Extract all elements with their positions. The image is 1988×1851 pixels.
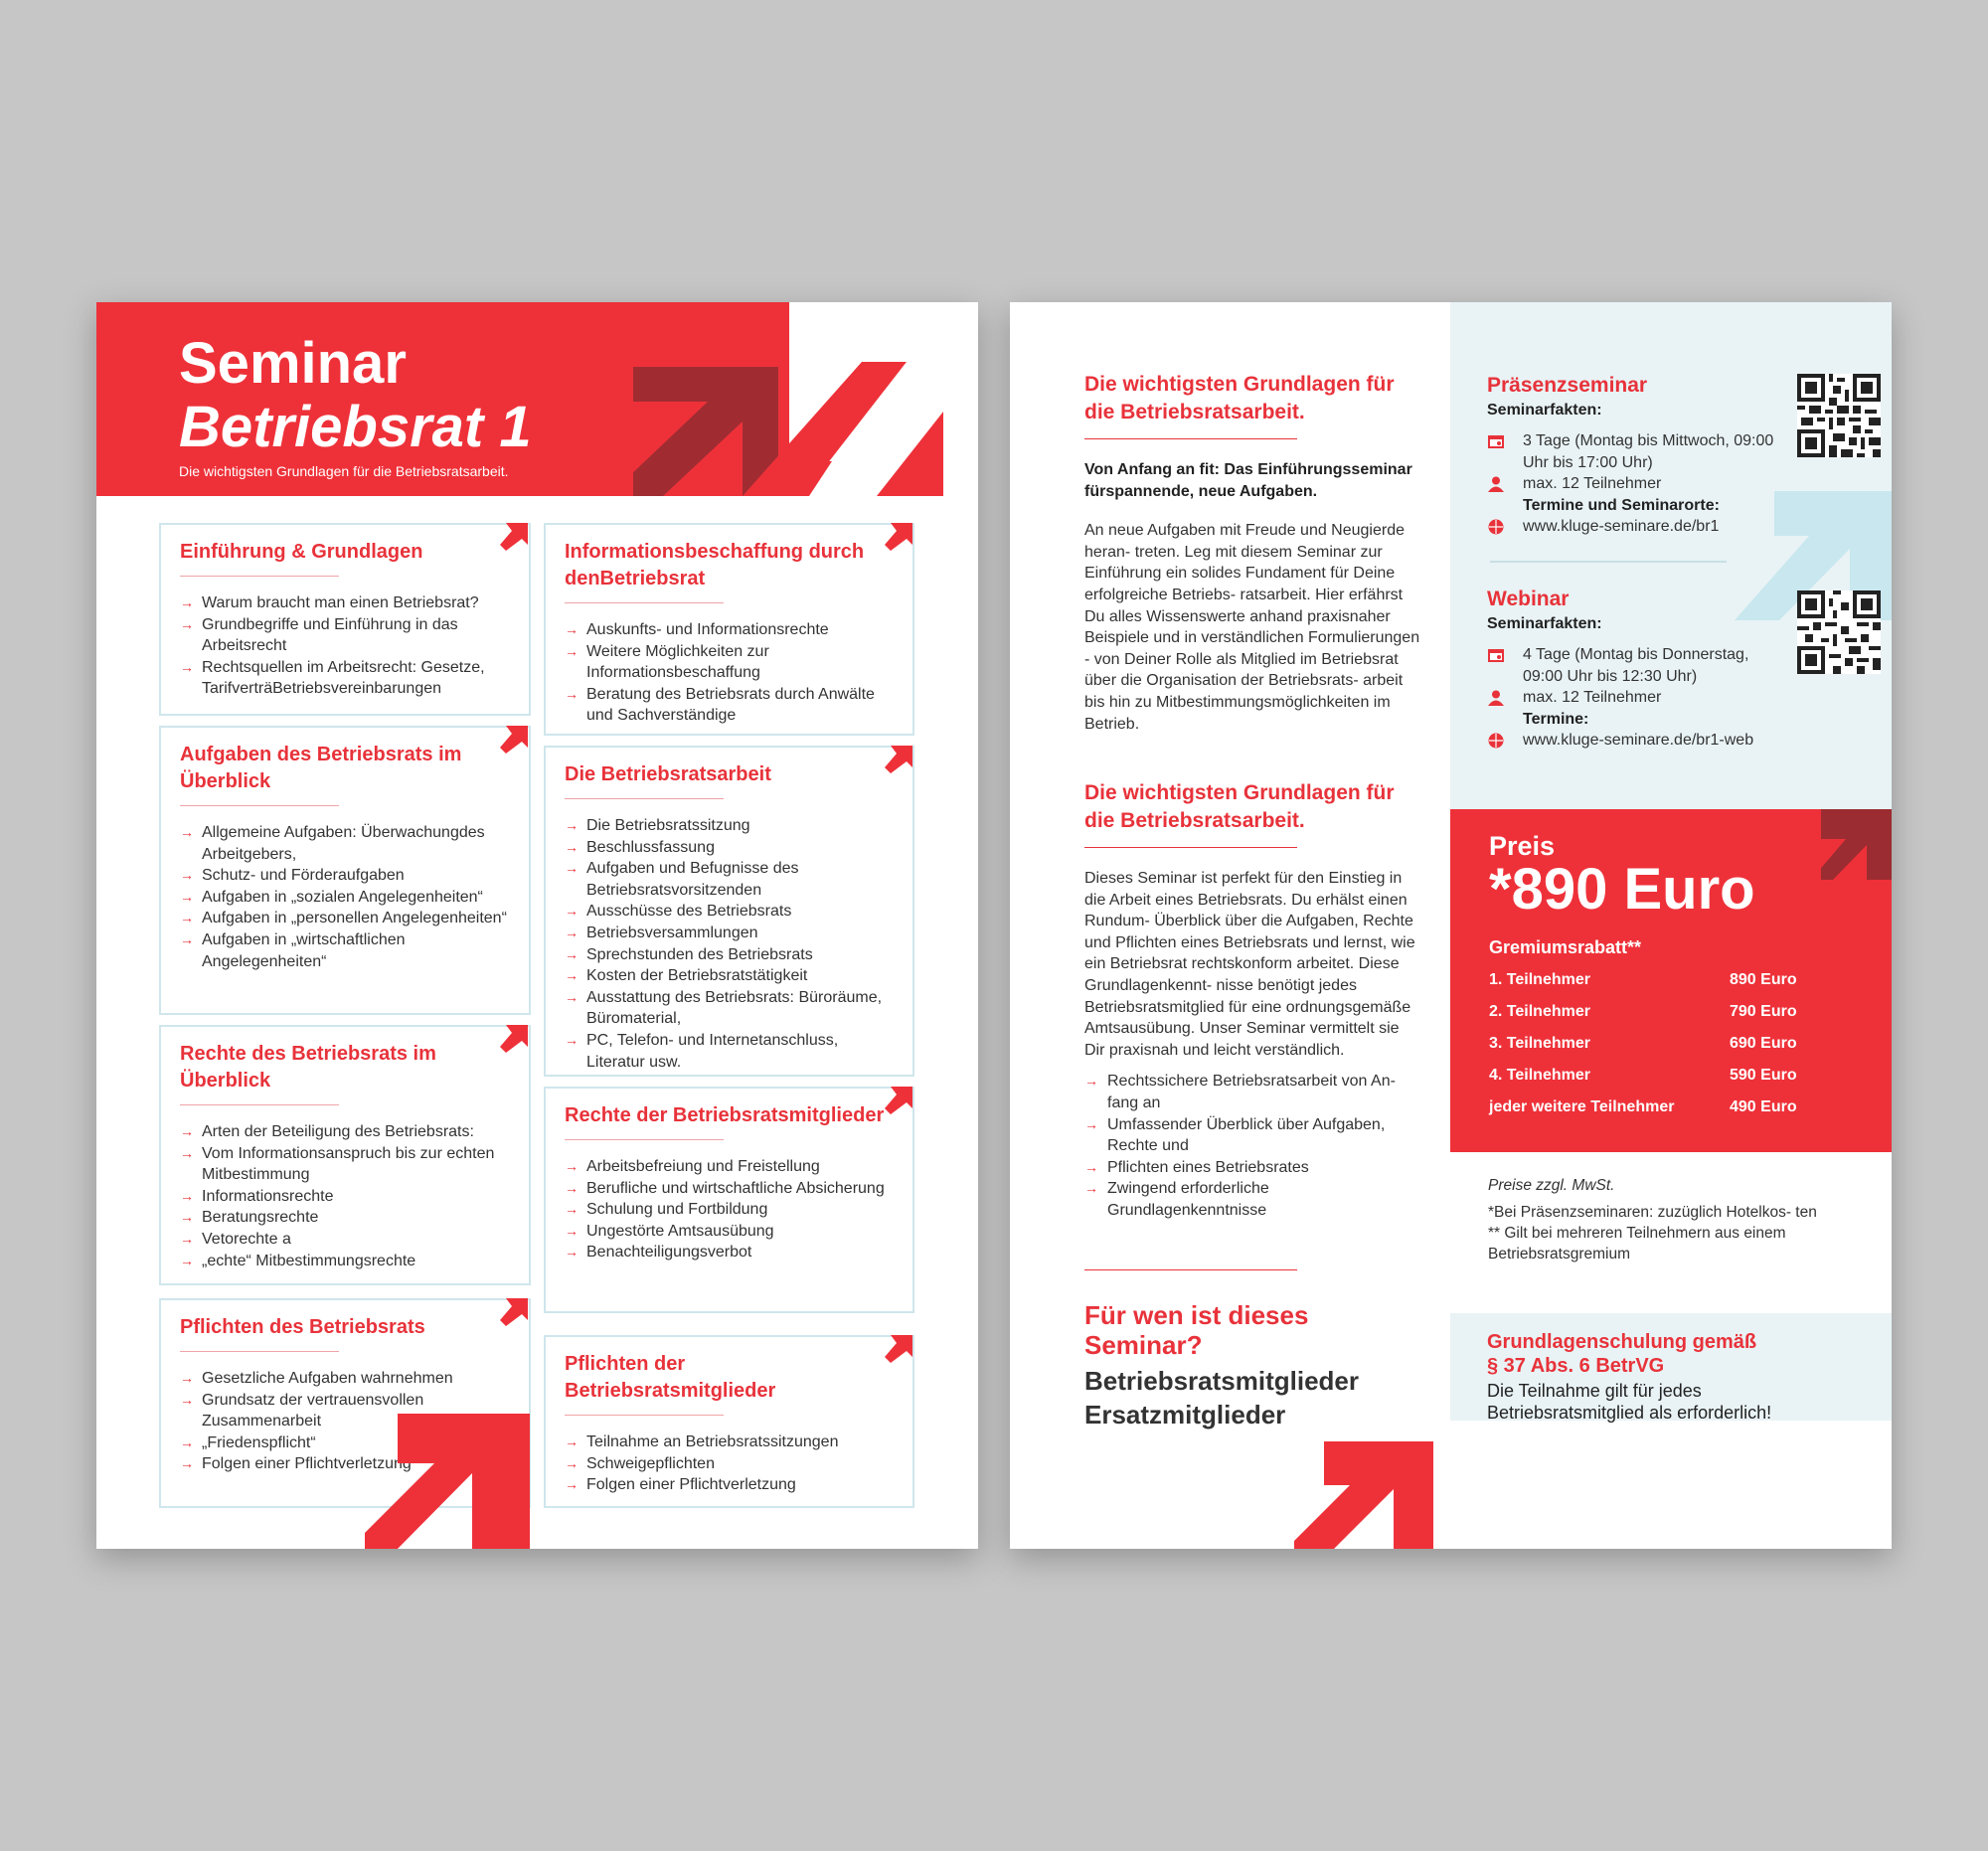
title-divider: [180, 1104, 339, 1105]
topic-box-pflichten-mitglieder: [544, 1335, 914, 1508]
list-item: → Teilnahme an Betriebsratssitzungen: [565, 1431, 895, 1453]
list-item: → Folgen einer Pflichtverletzung: [565, 1474, 895, 1496]
hero-arrow-graphic: [633, 302, 978, 496]
title-line-1: Seminar: [179, 331, 407, 396]
title-divider: [180, 576, 339, 577]
list-item: → Vom Informationsanspruch bis zur echten Mitbestimmung: [180, 1143, 511, 1186]
globe-icon: [1487, 519, 1505, 535]
corner-arrow-icon: [500, 1298, 528, 1326]
corner-arrow-icon: [500, 523, 528, 551]
corner-arrow-icon: [885, 523, 912, 551]
facts-label: Seminarfakten:: [1487, 615, 1602, 632]
list-item: → Pflichten eines Betriebsrates: [1084, 1157, 1422, 1179]
globe-icon: [1487, 733, 1505, 749]
list-item: → Informationsrechte: [180, 1186, 511, 1208]
bottom-arrow-graphic: [365, 1414, 534, 1549]
price-panel: [1450, 809, 1892, 1152]
list-item: → Berufliche und wirtschaftliche Absicherung: [565, 1178, 895, 1200]
person-icon: [1487, 476, 1505, 492]
list-item: → Folgen einer Pflichtverletzung: [180, 1453, 511, 1475]
seminar-subtitle: Die wichtigsten Grundlagen für die Betriebsratsarbeit.: [179, 463, 509, 479]
qr-code-icon: [1797, 590, 1881, 674]
topic-box-rechte: [159, 1025, 531, 1285]
url-row: [1487, 730, 1785, 752]
section-divider: [1084, 847, 1297, 848]
legal-body: Die Teilnahme gilt für jedes Betriebsratsmitglied als erforderlich!: [1487, 1381, 1772, 1423]
list-item: → „Friedenspflicht“: [180, 1432, 511, 1454]
topic-list: [180, 1121, 511, 1271]
facts-title: Webinar: [1487, 588, 1570, 610]
price-row-price: 590 Euro: [1730, 1067, 1797, 1084]
price-row: [1489, 971, 1797, 989]
participants-text: max. 12 Teilnehmer: [1523, 689, 1662, 707]
list-item: → Schutz- und Förderaufgaben: [180, 865, 511, 887]
list-item: → Ungestörte Amtsausübung: [565, 1221, 895, 1243]
list-item: → Ausstattung des Betriebsrats: Büroräume, Büromaterial,: [565, 987, 895, 1030]
topic-box-aufgaben: [159, 726, 531, 1015]
topic-box-rechte-mitglieder: [544, 1087, 914, 1313]
list-item: → Aufgaben und Befugnisse des Betriebsratsvorsitzenden: [565, 858, 895, 901]
flyer-page-front: [96, 302, 978, 1549]
praesenz-facts: [1487, 372, 1775, 538]
url-text[interactable]: www.kluge-seminare.de/br1: [1523, 518, 1720, 536]
topic-title: Pflichten des Betriebsrats: [180, 1316, 425, 1338]
dates-label: Termine:: [1523, 710, 1589, 728]
topic-list: [180, 822, 511, 972]
footnote: ** Gilt bei mehreren Teilnehmern aus einem Betriebsratsgremium: [1488, 1225, 1786, 1262]
topic-box-information: [544, 523, 914, 736]
list-item: → Auskunfts- und Informationsrechte: [565, 619, 895, 641]
legal-content: [1487, 1330, 1875, 1424]
section-title: Die wichtigsten Grundlagen für die Betriebsratsarbeit.: [1084, 781, 1395, 832]
footnote: *Bei Präsenzseminaren: zuzüglich Hotelkos- ten: [1488, 1204, 1817, 1221]
list-item: → Kosten der Betriebsratstätigkeit: [565, 965, 895, 987]
list-item: → Schulung und Fortbildung: [565, 1199, 895, 1221]
audience-line: Ersatzmitglieder: [1084, 1400, 1286, 1430]
topic-box-einfuehrung: [159, 523, 531, 716]
topic-title: Einführung & Grundlagen: [180, 541, 423, 563]
list-item: → Arbeitsbefreiung und Freistellung: [565, 1156, 895, 1178]
title-line-2: Betriebsrat 1: [179, 395, 532, 459]
calendar-icon: [1487, 433, 1505, 449]
list-item: → Grundsatz der vertrauensvollen Zusammenarbeit: [180, 1390, 511, 1432]
price-row-who: jeder weitere Teilnehmer: [1489, 1098, 1675, 1115]
participants-text: max. 12 Teilnehmer: [1523, 475, 1662, 493]
list-item: → Grundbegriffe und Einführung in das Arbeitsrecht: [180, 614, 511, 657]
list-item: → Rechtsquellen im Arbeitsrecht: Gesetze, TarifverträBetriebsvereinbarungen: [180, 657, 511, 700]
topic-title: Aufgaben des Betriebsrats im Überblick: [180, 744, 462, 792]
title-divider: [180, 1351, 339, 1352]
duration-row: [1487, 430, 1775, 473]
corner-arrow-icon: [885, 1335, 912, 1363]
audience-title: Für wen ist dieses Seminar?: [1084, 1300, 1309, 1360]
price-row-who: 1. Teilnehmer: [1489, 971, 1590, 988]
topic-list: [565, 619, 895, 727]
title-divider: [565, 602, 724, 603]
price-row-price: 690 Euro: [1730, 1035, 1797, 1052]
price-row: [1489, 1035, 1797, 1053]
list-item: → Umfassender Überblick über Aufgaben, Rechte und: [1084, 1114, 1422, 1157]
price-row-who: 4. Teilnehmer: [1489, 1067, 1590, 1084]
list-item: → Vetorechte a: [180, 1229, 511, 1251]
panel-divider: [1490, 561, 1727, 563]
price-notes: [1488, 1175, 1846, 1264]
topic-title: Pflichten der Betriebsratsmitglieder: [565, 1353, 776, 1402]
price-row-price: 790 Euro: [1730, 1003, 1797, 1020]
price-row: [1489, 1098, 1797, 1116]
section-body: An neue Aufgaben mit Freude und Neugierde heran- treten. Leg mit diesem Seminar zur Einführung ein solides Fundament für Deine erfolgreiche Betriebs- ratsarbeit. Hier erfährst Du alles Wissenswerte anhand praxisnaher Beispiele und in verständlichen Formulierungen - von Deiner Rolle als Mitglied im Betriebsrat über die Organisation der Betriebsrats- arbeit bis hin zu Mitbestimmungsmöglichkeiten im Betrieb.: [1084, 522, 1420, 733]
facts-title: Präsenzseminar: [1487, 374, 1648, 397]
list-item: → Allgemeine Aufgaben: Überwachungdes Arbeitgebers,: [180, 822, 511, 865]
topic-title: Die Betriebsratsarbeit: [565, 763, 771, 785]
list-item: → Weitere Möglichkeiten zur Informationsbeschaffung: [565, 641, 895, 684]
bottom-arrow-graphic: [1294, 1441, 1433, 1549]
list-item: → Warum braucht man einen Betriebsrat?: [180, 592, 511, 614]
section-divider: [1084, 1269, 1297, 1270]
participants-row: [1487, 473, 1775, 495]
benefit-list: [1084, 1071, 1422, 1221]
list-item: → Sprechstunden des Betriebsrats: [565, 944, 895, 966]
list-item: → Die Betriebsratssitzung: [565, 815, 895, 837]
section-title: Die wichtigsten Grundlagen für die Betriebsratsarbeit.: [1084, 373, 1395, 423]
discount-label: Gremiumsrabatt**: [1489, 937, 1642, 957]
price-amount: *890 Euro: [1489, 857, 1755, 922]
topic-title: Rechte des Betriebsrats im Überblick: [180, 1043, 436, 1092]
price-row-who: 2. Teilnehmer: [1489, 1003, 1590, 1020]
list-item: → Zwingend erforderliche Grundlagenkenntnisse: [1084, 1178, 1422, 1221]
intro-section: [1084, 371, 1422, 735]
list-item: → Beschlussfassung: [565, 837, 895, 859]
list-item: → Aufgaben in „personellen Angelegenheiten“: [180, 908, 511, 929]
title-divider: [565, 798, 724, 799]
basics-section: [1084, 779, 1422, 1222]
participants-row: [1487, 687, 1785, 709]
list-item: → PC, Telefon- und Internetanschluss, Literatur usw.: [565, 1030, 895, 1073]
webinar-facts: [1487, 586, 1785, 752]
price-row: [1489, 1003, 1797, 1021]
price-row-price: 890 Euro: [1730, 971, 1797, 988]
corner-arrow-icon: [500, 726, 528, 754]
topic-list: [565, 1431, 895, 1496]
price-arrow-graphic: [1821, 809, 1892, 880]
price-row-who: 3. Teilnehmer: [1489, 1035, 1590, 1052]
flyer-page-back: [1010, 302, 1892, 1549]
legal-box: [1450, 1313, 1892, 1421]
audience-section: [1084, 1300, 1412, 1431]
qr-code-icon: [1797, 374, 1881, 457]
topic-box-betriebsratsarbeit: [544, 746, 914, 1077]
audience-line: Betriebsratsmitglieder: [1084, 1366, 1359, 1396]
corner-arrow-icon: [885, 746, 912, 773]
duration-row: [1487, 644, 1785, 687]
person-icon: [1487, 690, 1505, 706]
list-item: → Aufgaben in „wirtschaftlichen Angelegenheiten“: [180, 929, 511, 972]
list-item: → „echte“ Mitbestimmungsrechte: [180, 1251, 511, 1272]
calendar-icon: [1487, 647, 1505, 663]
title-divider: [565, 1415, 724, 1416]
list-item: → Arten der Beteiligung des Betriebsrats:: [180, 1121, 511, 1143]
list-item: → Gesetzliche Aufgaben wahrnehmen: [180, 1368, 511, 1390]
list-item: → Betriebsversammlungen: [565, 923, 895, 944]
legal-title: Grundlagenschulung gemäß: [1487, 1331, 1757, 1353]
duration-text: 3 Tage (Montag bis Mittwoch, 09:00 Uhr bis 17:00 Uhr): [1523, 432, 1774, 471]
section-body: Dieses Seminar ist perfekt für den Einstieg in die Arbeit eines Betriebsrats. Du erhälst einen Rundum- Überblick über die Aufgaben, Rechte und Pflichten eines Betriebsrats und lernst, wie ein Betriebsrat rechtskonform arbeitet. Diese Grundlagenkennt- nisse benötigt jedes Betriebsratsmitglied für eine ordnungsgemäße Amtsausübung. Unser Seminar vermittelt sie Dir praxisnah und leicht verständlich.: [1084, 870, 1415, 1059]
list-item: → Benachteiligungsverbot: [565, 1242, 895, 1263]
url-row: [1487, 516, 1775, 538]
topic-list: [565, 1156, 895, 1263]
topic-title: Rechte der Betriebsratsmitglieder: [565, 1104, 885, 1126]
section-divider: [1084, 438, 1297, 439]
vat-note: Preise zzgl. MwSt.: [1488, 1177, 1615, 1194]
list-item: → Rechtssichere Betriebsratsarbeit von An- fang an: [1084, 1071, 1422, 1113]
topic-list: [180, 592, 511, 700]
list-item: → Schweigepflichten: [565, 1453, 895, 1475]
corner-arrow-icon: [885, 1087, 912, 1114]
legal-title: § 37 Abs. 6 BetrVG: [1487, 1355, 1665, 1377]
title-divider: [565, 1139, 724, 1140]
corner-arrow-icon: [500, 1025, 528, 1053]
section-lead: Von Anfang an fit: Das Einführungsseminar fürspannende, neue Aufgaben.: [1084, 461, 1412, 500]
list-item: → Aufgaben in „sozialen Angelegenheiten“: [180, 887, 511, 909]
price-row: [1489, 1067, 1797, 1085]
title-divider: [180, 805, 339, 806]
dates-label: Termine und Seminarorte:: [1523, 496, 1720, 514]
price-row-price: 490 Euro: [1730, 1098, 1797, 1115]
list-item: → Beratungsrechte: [180, 1207, 511, 1229]
duration-text: 4 Tage (Montag bis Donnerstag, 09:00 Uhr bis 12:30 Uhr): [1523, 646, 1749, 685]
url-text[interactable]: www.kluge-seminare.de/br1-web: [1523, 732, 1754, 750]
list-item: → Beratung des Betriebsrats durch Anwälte und Sachverständige: [565, 684, 895, 727]
facts-panel: [1450, 302, 1892, 809]
topic-list: [565, 815, 895, 1073]
seminar-title: [179, 332, 532, 459]
list-item: → Ausschüsse des Betriebsrats: [565, 901, 895, 923]
facts-label: Seminarfakten:: [1487, 402, 1602, 419]
price-label: Preis: [1489, 831, 1556, 861]
topic-title: Informationsbeschaffung durch denBetriebsrat: [565, 541, 865, 589]
